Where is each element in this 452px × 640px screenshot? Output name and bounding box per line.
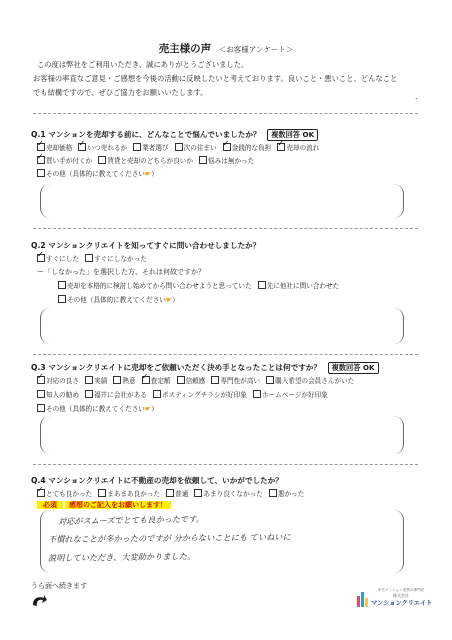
q1-multi-badge: 複数回答 OK	[267, 129, 318, 141]
q1-options-row-2	[37, 156, 258, 166]
handwriting-line-2: 不慣れなことが多かったのですが 分からないことにも ていねいに	[47, 531, 291, 545]
divider	[33, 354, 418, 355]
q3-options-row-2	[37, 390, 332, 400]
title-main: 売主様の声	[158, 43, 212, 55]
divider	[33, 113, 418, 114]
option-label: ホームページが好印象	[261, 391, 328, 399]
option-label: 悪かった	[277, 490, 305, 498]
option-label: 対応の良さ	[46, 377, 79, 385]
checkbox[interactable]	[85, 376, 93, 384]
checkbox[interactable]	[253, 390, 261, 398]
divider	[33, 228, 418, 229]
checkbox[interactable]	[85, 254, 93, 262]
option-label: 売却を本格的に検討し始めてから問い合わせようと思っていた	[67, 282, 252, 290]
checkbox[interactable]	[78, 143, 86, 151]
checkbox[interactable]	[177, 376, 185, 384]
option-label: 金銭的な負担	[231, 144, 272, 152]
checkbox[interactable]	[166, 489, 174, 497]
option-label: あまり良くなかった	[203, 490, 263, 498]
title-subtitle: ＜お客様アンケート＞	[218, 45, 294, 54]
option-label: ポスティングチラシが好印象	[161, 391, 247, 399]
option-label: 購入希望の会員さんがいた	[275, 377, 355, 385]
checkbox[interactable]	[266, 376, 274, 384]
option-label: 先に他社に問い合わせた	[266, 282, 340, 290]
option-label: 業者選び	[142, 144, 169, 152]
q2-question: Q.2 マンションクリエイトを知ってすぐに問い合わせしましたか？	[31, 241, 261, 250]
intro-line-1: この度は弊社をご利用いただき、誠にありがとうございました。	[37, 60, 249, 69]
q3-multi-badge: 複数回答 OK	[328, 362, 379, 374]
checkbox[interactable]	[199, 156, 207, 164]
required-banner	[37, 500, 171, 510]
q1-question	[31, 129, 318, 141]
q2-follow-up: ー「しなかった」を選択した方、それは何故ですか？	[37, 268, 205, 276]
checkbox[interactable]	[269, 489, 277, 497]
option-label: 賃貸と売却のどちらが良いか	[107, 157, 193, 165]
checkbox[interactable]	[211, 376, 219, 384]
required-message: 感想のご記入をお願いします！	[65, 501, 171, 509]
checkbox[interactable]	[37, 156, 45, 164]
option-label: まあまあ良かった	[107, 490, 161, 498]
checkbox[interactable]	[37, 143, 45, 151]
q1-question-text: Q.1 マンションを売却する前に、どんなことで悩んでいましたか？	[31, 130, 261, 139]
other-label: その他（具体的に教えてください	[46, 170, 145, 178]
company-logo	[356, 588, 433, 608]
option-label: 専門性が高い	[220, 377, 261, 385]
option-label: すぐにしなかった	[94, 255, 147, 263]
other-label: その他（具体的に教えてください	[67, 296, 166, 304]
curved-arrow-icon	[30, 593, 48, 611]
checkbox[interactable]	[85, 390, 93, 398]
option-label: 買い手が付くか	[46, 157, 93, 165]
option-label: 売却の流れ	[286, 144, 320, 152]
checkbox[interactable]	[175, 143, 183, 151]
q3-question	[31, 362, 379, 374]
q2-answer-box[interactable]	[40, 308, 404, 344]
checkbox[interactable]	[133, 143, 141, 151]
divider	[33, 464, 418, 465]
checkbox[interactable]	[37, 404, 45, 412]
handwriting-line-1: 対応がスムーズでとても良かったです。	[57, 513, 204, 527]
q3-other-row: その他（具体的に教えてください☛）	[37, 404, 158, 414]
checkbox[interactable]	[142, 376, 150, 384]
q3-answer-box[interactable]	[40, 416, 404, 454]
building-logo-icon	[356, 590, 370, 608]
option-label: すぐにした	[46, 255, 79, 263]
intro-line-2: お客様の率直なご意見・ご感想を今後の活動に反映したいと考えております。良いこと・悪いこと、どんなこと	[33, 74, 398, 83]
checkbox[interactable]	[37, 376, 45, 384]
q1-other-row: その他（具体的に教えてください☛）	[37, 169, 158, 179]
option-label: 熱意	[122, 377, 136, 385]
option-label: 悩みは無かった	[208, 157, 255, 165]
other-label: その他（具体的に教えてください	[46, 405, 145, 413]
option-label: とても良かった	[46, 490, 93, 498]
checkbox[interactable]	[37, 390, 45, 398]
option-label: いつ売れるか	[87, 144, 128, 152]
checkbox[interactable]	[98, 156, 106, 164]
option-label: 信頼感	[185, 377, 206, 385]
option-label: 査定額	[150, 377, 171, 385]
q2-other-row: その他（具体的に教えてください☛）	[58, 295, 179, 305]
checkbox[interactable]	[277, 143, 285, 151]
q2-sub-options-row	[58, 281, 343, 291]
stray-mark: .	[415, 92, 418, 101]
checkbox[interactable]	[153, 390, 161, 398]
checkbox[interactable]	[37, 489, 45, 497]
option-label: 売却価格	[46, 144, 73, 152]
q4-options-row	[37, 489, 308, 499]
logo-tagline: 中古マンション売買の専門店	[377, 588, 425, 592]
q1-options-row-1	[37, 143, 323, 153]
option-label: 福井に会社がある	[94, 391, 147, 399]
intro-text	[33, 58, 433, 100]
checkbox[interactable]	[113, 376, 121, 384]
checkbox[interactable]	[258, 281, 266, 289]
checkbox[interactable]	[98, 489, 106, 497]
checkbox[interactable]	[58, 281, 66, 289]
page-title	[0, 41, 452, 56]
continue-note: うら面へ続きます	[31, 582, 87, 590]
q2-options-row	[37, 254, 151, 264]
q1-answer-box[interactable]	[40, 184, 404, 218]
option-label: 実績	[94, 377, 108, 385]
required-tag: 必須	[37, 501, 63, 509]
checkbox[interactable]	[58, 295, 66, 303]
q3-question-text: Q.3 マンションクリエイトに売却をご依頼いただく決め手となったことは何ですか？	[31, 363, 321, 372]
logo-name: マンションクリエイト	[371, 600, 433, 607]
pointing-hand-icon: ☛	[144, 405, 152, 413]
checkbox[interactable]	[223, 143, 231, 151]
option-label: 普通	[175, 490, 189, 498]
logo-company-type: 株式会社	[393, 593, 409, 598]
pointing-hand-icon: ☛	[144, 170, 152, 178]
checkbox[interactable]	[37, 169, 45, 177]
checkbox[interactable]	[194, 489, 202, 497]
handwriting-line-3: 説明していただき、大変助かりました。	[47, 550, 196, 564]
checkbox[interactable]	[37, 254, 45, 262]
option-label: 知人の勧め	[46, 391, 79, 399]
intro-line-3: でも結構ですので、ぜひご協力をお願いいたします。	[33, 88, 208, 97]
q4-question: Q.4 マンションクリエイトに不動産の売却を依頼して、いかがでしたか？	[31, 476, 283, 485]
pointing-hand-icon: ☛	[165, 296, 173, 304]
option-label: 次の住まい	[183, 144, 217, 152]
q3-options-row-1	[37, 376, 358, 386]
